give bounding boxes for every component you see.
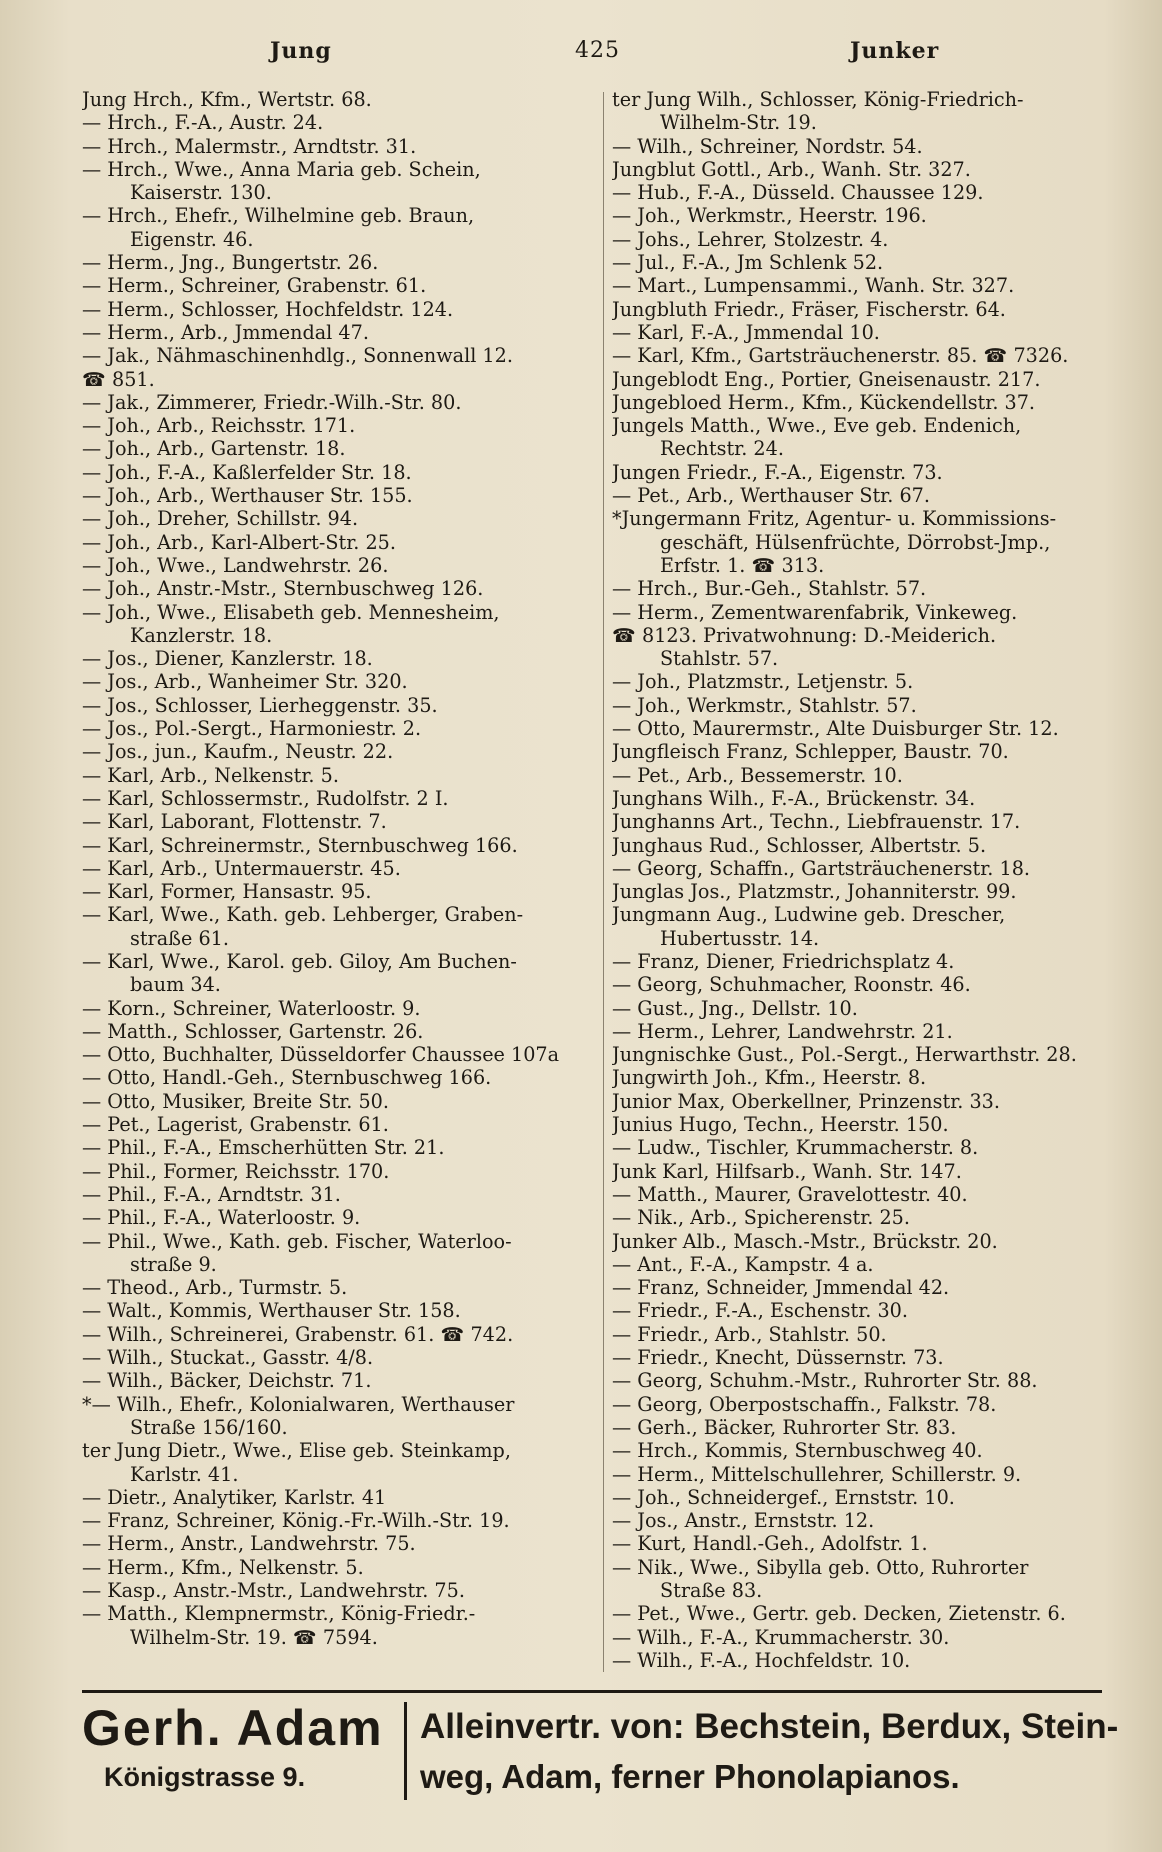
directory-entry-line: — Mart., Lumpensammi., Wanh. Str. 327.: [612, 274, 1015, 298]
directory-entry-line: Jungels Matth., Wwe., Eve geb. Endenich,: [612, 414, 1022, 438]
directory-entry-line: — Jos., Diener, Kanzlerstr. 18.: [82, 647, 373, 671]
directory-entry-line: — Joh., F.-A., Kaßlerfelder Str. 18.: [82, 460, 412, 484]
directory-entry-line: — Otto, Musiker, Breite Str. 50.: [82, 1089, 389, 1113]
directory-entry-line: — Joh., Werkmstr., Stahlstr. 57.: [612, 693, 917, 717]
directory-entry-line: — Hrch., Bur.-Geh., Stahlstr. 57.: [612, 577, 927, 601]
directory-entry-line: — Wilh., F.-A., Hochfeldstr. 10.: [612, 1648, 911, 1672]
directory-entry-line: — Phil., Former, Reichsstr. 170.: [82, 1159, 390, 1183]
directory-entry-line: Rechtstr. 24.: [660, 437, 784, 461]
directory-entry-line: — Pet., Arb., Werthauser Str. 67.: [612, 484, 930, 508]
directory-entry-line: — Hrch., Malermstr., Arndtstr. 31.: [82, 134, 417, 158]
directory-entry-line: — Theod., Arb., Turmstr. 5.: [82, 1276, 348, 1300]
directory-entry-line: — Wilh., Bäcker, Deichstr. 71.: [82, 1369, 372, 1393]
directory-entry-line: — Otto, Buchhalter, Düsseldorfer Chaussee 107a: [82, 1043, 560, 1067]
directory-entry-line: — Jak., Zimmerer, Friedr.-Wilh.-Str. 80.: [82, 390, 462, 414]
directory-entry-line: ter Jung Wilh., Schlosser, König-Friedrich-: [612, 88, 1024, 111]
directory-entry-line: — Matth., Maurer, Gravelottestr. 40.: [612, 1182, 968, 1206]
directory-entry-line: Junker Alb., Masch.-Mstr., Brückstr. 20.: [612, 1229, 998, 1253]
directory-entry-line: ☎ 8123. Privatwohnung: D.-Meiderich.: [612, 623, 997, 647]
advertisement-rule: [82, 1690, 1102, 1693]
directory-entry-line: Jungeblodt Eng., Portier, Gneisenaustr. 217.: [612, 367, 1041, 391]
directory-entry-line: — Korn., Schreiner, Waterloostr. 9.: [82, 996, 421, 1020]
directory-entry-line: — Johs., Lehrer, Stolzestr. 4.: [612, 227, 889, 251]
directory-entry-line: — Otto, Handl.-Geh., Sternbuschweg 166.: [82, 1066, 492, 1090]
directory-entry-line: — Joh., Arb., Werthauser Str. 155.: [82, 484, 413, 508]
directory-entry-line: — Karl, Wwe., Karol. geb. Giloy, Am Buchen-: [82, 949, 517, 973]
directory-entry-line: — Herm., Zementwarenfabrik, Vinkeweg.: [612, 600, 1018, 624]
left-column: [82, 88, 582, 1649]
directory-entry-line: Kanzlerstr. 18.: [130, 623, 273, 647]
directory-entry-line: — Karl, F.-A., Jmmendal 10.: [612, 320, 880, 344]
directory-entry-line: — Georg, Oberpostschaffn., Falkstr. 78.: [612, 1392, 997, 1416]
directory-entry-line: — Karl, Arb., Nelkenstr. 5.: [82, 763, 339, 787]
directory-entry-line: Junior Max, Oberkellner, Prinzenstr. 33.: [612, 1089, 1000, 1113]
directory-entry-line: — Herm., Anstr., Landwehrstr. 75.: [82, 1532, 416, 1556]
directory-entry-line: — Ludw., Tischler, Krummacherstr. 8.: [612, 1136, 979, 1160]
directory-entry-line: — Phil., F.-A., Arndtstr. 31.: [82, 1182, 341, 1206]
directory-entry-line: — Friedr., F.-A., Eschenstr. 30.: [612, 1299, 908, 1323]
directory-entry-line: — Karl, Schlossermstr., Rudolfstr. 2 I.: [82, 786, 449, 810]
directory-entry-line: — Karl, Kfm., Gartsträuchenerstr. 85. ☎ 7326.: [612, 344, 1069, 368]
directory-entry-line: Junius Hugo, Techn., Heerstr. 150.: [612, 1113, 949, 1137]
directory-entry-line: Erfstr. 1. ☎ 313.: [660, 553, 825, 577]
right-column: [612, 88, 1122, 1672]
directory-entry-line: — Herm., Schreiner, Grabenstr. 61.: [82, 274, 427, 298]
header-left-keyword: Jung: [270, 38, 332, 64]
page-number: 425: [575, 38, 620, 63]
directory-entry-line: — Jos., Pol.-Sergt., Harmoniestr. 2.: [82, 717, 422, 741]
directory-entry-line: — Hrch., Ehefr., Wilhelmine geb. Braun,: [82, 204, 475, 228]
directory-entry-line: Jungwirth Joh., Kfm., Heerstr. 8.: [612, 1066, 927, 1090]
directory-entry-line: — Joh., Wwe., Landwehrstr. 26.: [82, 553, 389, 577]
directory-entry-line: — Phil., F.-A., Emscherhütten Str. 21.: [82, 1136, 445, 1160]
ad-address: Königstrasse 9.: [104, 1762, 306, 1792]
directory-entry-line: — Kurt, Handl.-Geh., Adolfstr. 1.: [612, 1532, 928, 1556]
directory-entry-line: Stahlstr. 57.: [660, 647, 779, 671]
directory-entry-line: Jungbluth Friedr., Fräser, Fischerstr. 64.: [612, 297, 1006, 321]
directory-entry-line: — Herm., Schlosser, Hochfeldstr. 124.: [82, 297, 454, 321]
directory-entry-line: Junghans Wilh., F.-A., Brückenstr. 34.: [612, 786, 976, 810]
directory-entry-line: — Wilh., F.-A., Krummacherstr. 30.: [612, 1625, 950, 1649]
ad-text-line-1: Alleinvertr. von: Bechstein, Berdux, Stein-: [420, 1707, 1119, 1746]
directory-entry-line: Wilhelm-Str. 19. ☎ 7594.: [130, 1625, 378, 1649]
directory-entry-line: — Pet., Lagerist, Grabenstr. 61.: [82, 1113, 389, 1137]
directory-entry-line: — Herm., Lehrer, Landwehrstr. 21.: [612, 1019, 953, 1043]
directory-entry-line: — Wilh., Schreiner, Nordstr. 54.: [612, 134, 923, 158]
directory-entry-line: — Jos., Schlosser, Lierheggenstr. 35.: [82, 693, 438, 717]
directory-entry-line: — Nik., Wwe., Sibylla geb. Otto, Ruhrorter: [612, 1555, 1029, 1579]
column-divider: [603, 92, 604, 1672]
directory-entry-line: — Hub., F.-A., Düsseld. Chaussee 129.: [612, 181, 984, 205]
directory-entry-line: — Kasp., Anstr.-Mstr., Landwehrstr. 75.: [82, 1579, 465, 1602]
directory-entry-line: — Karl, Former, Hansastr. 95.: [82, 880, 372, 904]
directory-entry-line: Jungebloed Herm., Kfm., Kückendellstr. 37.: [612, 390, 1036, 414]
directory-entry-line: Junghanns Art., Techn., Liebfrauenstr. 17.: [612, 810, 1021, 834]
directory-entry-line: — Hrch., F.-A., Austr. 24.: [82, 111, 324, 135]
directory-entry-line: — Jak., Nähmaschinenhdlg., Sonnenwall 12.: [82, 344, 513, 368]
directory-entry-line: Karlstr. 41.: [130, 1462, 239, 1486]
directory-entry-line: Eigenstr. 46.: [130, 227, 254, 251]
directory-entry-line: — Hrch., Wwe., Anna Maria geb. Schein,: [82, 157, 481, 181]
directory-entry-line: baum 34.: [130, 973, 221, 997]
directory-entry-line: Junk Karl, Hilfsarb., Wanh. Str. 147.: [612, 1159, 962, 1183]
directory-entry-line: Jungmann Aug., Ludwine geb. Drescher,: [612, 903, 1006, 927]
directory-entry-line: Wilhelm-Str. 19.: [660, 111, 817, 135]
directory-entry-line: Jungfleisch Franz, Schlepper, Baustr. 70.: [612, 740, 1009, 764]
directory-entry-line: — Joh., Werkmstr., Heerstr. 196.: [612, 204, 927, 228]
directory-entry-line: Jung Hrch., Kfm., Wertstr. 68.: [82, 88, 372, 111]
directory-entry-line: — Joh., Arb., Reichsstr. 171.: [82, 414, 356, 438]
directory-entry-line: straße 61.: [130, 926, 229, 950]
directory-entry-line: *— Wilh., Ehefr., Kolonialwaren, Werthauser: [82, 1392, 515, 1416]
directory-entry-line: — Jos., Anstr., Ernststr. 12.: [612, 1509, 875, 1533]
directory-entry-line: — Wilh., Stuckat., Gasstr. 4/8.: [82, 1346, 374, 1370]
directory-entry-line: — Nik., Arb., Spicherenstr. 25.: [612, 1206, 910, 1230]
directory-entry-line: — Otto, Maurermstr., Alte Duisburger Str. 12.: [612, 717, 1059, 741]
directory-entry-line: — Jos., Arb., Wanheimer Str. 320.: [82, 670, 408, 694]
directory-entry-line: — Friedr., Arb., Stahlstr. 50.: [612, 1322, 887, 1346]
directory-entry-line: — Matth., Klempnermstr., König-Friedr.-: [82, 1602, 476, 1626]
directory-entry-line: Jungblut Gottl., Arb., Wanh. Str. 327.: [612, 157, 971, 181]
directory-entry-line: — Herm., Arb., Jmmendal 47.: [82, 320, 369, 344]
directory-entry-line: *Jungermann Fritz, Agentur- u. Kommissions-: [612, 507, 1057, 531]
directory-entry-line: — Matth., Schlosser, Gartenstr. 26.: [82, 1019, 424, 1043]
directory-entry-line: — Joh., Wwe., Elisabeth geb. Mennesheim,: [82, 600, 500, 624]
directory-entry-line: — Franz, Schneider, Jmmendal 42.: [612, 1276, 950, 1300]
directory-entry-line: — Herm., Jng., Bungertstr. 26.: [82, 251, 379, 275]
directory-entry-line: — Herm., Mittelschullehrer, Schillerstr. 9.: [612, 1462, 1022, 1486]
directory-entry-line: — Friedr., Knecht, Düssernstr. 73.: [612, 1346, 944, 1370]
ad-company-name: Gerh. Adam: [82, 1700, 384, 1756]
directory-entry-line: Jungnischke Gust., Pol.-Sergt., Herwarthstr. 28.: [612, 1043, 1077, 1067]
directory-entry-line: straße 9.: [130, 1252, 217, 1276]
ad-text-line-2: weg, Adam, ferner Phonolapianos.: [420, 1758, 960, 1795]
directory-entry-line: — Jul., F.-A., Jm Schlenk 52.: [612, 251, 884, 275]
directory-entry-line: Straße 156/160.: [130, 1415, 288, 1439]
directory-entry-line: — Georg, Schuhm.-Mstr., Ruhrorter Str. 88.: [612, 1369, 1038, 1393]
directory-entry-line: ☎ 851.: [82, 367, 155, 391]
directory-entry-line: — Pet., Arb., Bessemerstr. 10.: [612, 763, 903, 787]
directory-entry-line: — Joh., Schneidergef., Ernststr. 10.: [612, 1485, 955, 1509]
directory-entry-line: — Wilh., Schreinerei, Grabenstr. 61. ☎ 742.: [82, 1322, 514, 1346]
directory-entry-line: ter Jung Dietr., Wwe., Elise geb. Steinkamp,: [82, 1439, 511, 1463]
directory-entry-line: — Karl, Laborant, Flottenstr. 7.: [82, 810, 387, 834]
directory-entry-line: — Gerh., Bäcker, Ruhrorter Str. 83.: [612, 1415, 957, 1439]
directory-entry-line: — Pet., Wwe., Gertr. geb. Decken, Zietenstr. 6.: [612, 1602, 1066, 1626]
directory-entry-line: — Ant., F.-A., Kampstr. 4 a.: [612, 1252, 874, 1276]
directory-entry-line: Hubertusstr. 14.: [660, 926, 820, 950]
directory-entry-line: — Walt., Kommis, Werthauser Str. 158.: [82, 1299, 461, 1323]
directory-entry-line: Kaiserstr. 130.: [130, 181, 272, 205]
directory-entry-line: — Georg, Schaffn., Gartsträuchenerstr. 18.: [612, 856, 1031, 880]
advertisement: [82, 1700, 1119, 1810]
directory-entry-line: — Joh., Anstr.-Mstr., Sternbuschweg 126.: [82, 577, 484, 601]
directory-entry-line: — Karl, Arb., Untermauerstr. 45.: [82, 856, 401, 880]
directory-entry-line: — Herm., Kfm., Nelkenstr. 5.: [82, 1555, 364, 1579]
directory-entry-line: Junglas Jos., Platzmstr., Johanniterstr. 99.: [612, 880, 1017, 904]
directory-entry-line: — Hrch., Kommis, Sternbuschweg 40.: [612, 1439, 983, 1463]
directory-entry-line: — Phil., F.-A., Waterloostr. 9.: [82, 1206, 361, 1230]
directory-entry-line: — Phil., Wwe., Kath. geb. Fischer, Waterloo-: [82, 1229, 512, 1253]
directory-entry-line: Junghaus Rud., Schlosser, Albertstr. 5.: [612, 833, 987, 857]
ad-divider: [404, 1702, 407, 1800]
directory-entry-line: Straße 83.: [660, 1579, 763, 1602]
directory-entry-line: — Jos., jun., Kaufm., Neustr. 22.: [82, 740, 394, 764]
page-header: [80, 38, 1102, 72]
header-right-keyword: Junker: [850, 38, 940, 64]
directory-entry-line: — Joh., Arb., Karl-Albert-Str. 25.: [82, 530, 396, 554]
directory-entry-line: — Georg, Schuhmacher, Roonstr. 46.: [612, 973, 971, 997]
directory-entry-line: — Gust., Jng., Dellstr. 10.: [612, 996, 858, 1020]
directory-entry-line: — Joh., Dreher, Schillstr. 94.: [82, 507, 359, 531]
directory-entry-line: — Joh., Arb., Gartenstr. 18.: [82, 437, 346, 461]
directory-entry-line: — Joh., Platzmstr., Letjenstr. 5.: [612, 670, 914, 694]
directory-entry-line: Jungen Friedr., F.-A., Eigenstr. 73.: [612, 460, 943, 484]
directory-entry-line: — Karl, Schreinermstr., Sternbuschweg 166.: [82, 833, 518, 857]
directory-entry-line: — Franz, Schreiner, König.-Fr.-Wilh.-Str. 19.: [82, 1509, 510, 1533]
directory-entry-line: — Franz, Diener, Friedrichsplatz 4.: [612, 949, 955, 973]
directory-entry-line: — Karl, Wwe., Kath. geb. Lehberger, Graben-: [82, 903, 524, 927]
directory-entry-line: — Dietr., Analytiker, Karlstr. 41: [82, 1485, 387, 1509]
directory-entry-line: geschäft, Hülsenfrüchte, Dörrobst-Jmp.,: [660, 530, 1051, 554]
